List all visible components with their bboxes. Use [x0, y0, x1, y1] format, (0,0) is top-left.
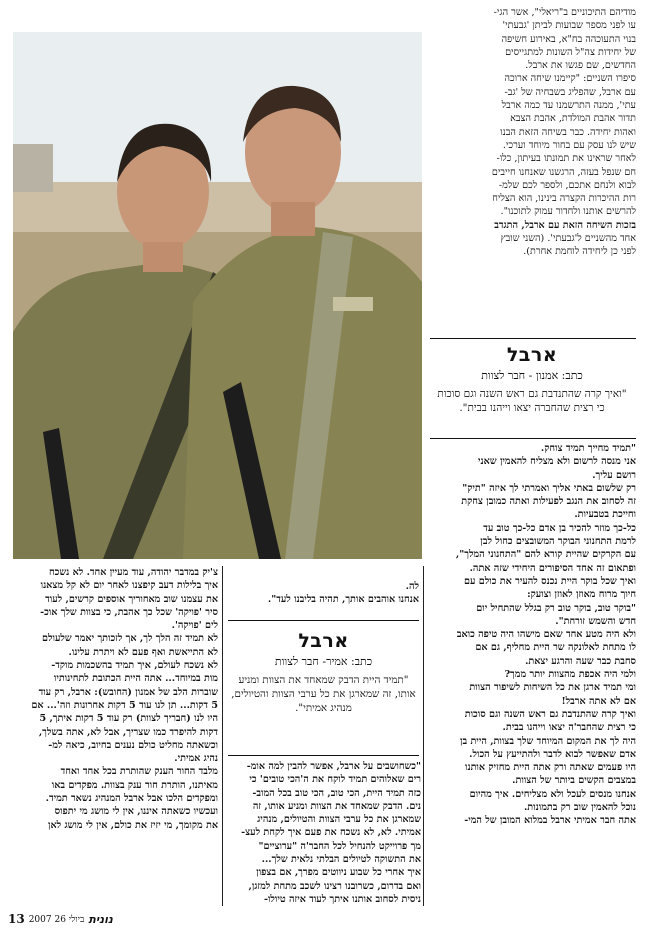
text-line: במצבים הקשים ביותר של הצוות. — [512, 775, 636, 787]
text-line: חדש והשמש זורחת". — [555, 615, 636, 627]
text-line: עתי', ממנה התרשמנו עד כמה ארבל — [501, 100, 636, 112]
text-line: שיש לנו עסק עם בחור מיוחד וערכי. — [502, 139, 636, 151]
text-line: ואיך קרה שהתנדבת גם ראש השנה וגם סוכות — [464, 708, 636, 720]
text-line: רים שאלוהים תמיד לוקח את ה'הכי טובים' כי — [249, 774, 421, 786]
text-line: זה לסחוב את הנגב לפעילות ואתה כמובן צחקת — [461, 496, 636, 508]
text-line: לפני כן ליחידה לוחמת אחרת). — [523, 246, 636, 258]
text-line: לא תמיד זה הלך לך, אך לזכותך יאמר שלעולם — [42, 633, 218, 645]
text-line: ומפקדים הלכו אבל ארבל המנהיג נשאר תמיד. — [45, 793, 218, 805]
middle-column-bottom-text — [226, 760, 421, 910]
text-line: כי רצית שהחבר'ה יצאו וייהנו בבית. — [502, 722, 636, 734]
text-line: החדשים, שם פגשו את ארבל. — [525, 60, 636, 72]
text-line: חם שנפל בעזה, הרגשנו שאנחנו חייבים — [491, 166, 636, 178]
text-line: אני מנסה לרשום ולא מצליח להאמין שאני — [478, 456, 636, 468]
right-column-bottom-text — [428, 442, 636, 928]
text-line: את התשוקה לטיולים הבלתי נלאית שלך... — [261, 854, 421, 866]
text-line: ואהות יחידה. כבר בשיחה הזאת הבנו — [500, 126, 636, 138]
text-line: אם לא אתה ארבל! — [561, 695, 636, 707]
article-a-heading — [428, 344, 636, 415]
text-line: ניסית לסחוב אותנו איתך לעוד איזה טיולו- — [263, 893, 421, 905]
text-line: וכשאתה מחליט כולם נענים בחיוב, כיאה למ- — [48, 739, 218, 751]
article-b-title: ארבל — [298, 630, 349, 652]
issue-date: 2007 ביולי 26 — [28, 914, 85, 925]
article-a-title: ארבל — [506, 344, 558, 366]
text-line: נוכל להאמין שוב רק בתמונות. — [523, 802, 636, 814]
text-line: מאיתנו, הותרת חור ענק בצוות. מפקדים באו — [51, 779, 218, 791]
column-separator — [222, 566, 223, 906]
section-divider — [430, 438, 636, 439]
text-line: מלבד החור הענק שהותרת בכל אחד ואחד — [60, 766, 218, 778]
publication-logo: נונית — [88, 912, 113, 926]
text-line: תדור אהבת המולדת, אהבת הצבא — [510, 113, 636, 125]
text-line: להרשים אותנו ולחדור עמוק לתוכנו". — [500, 206, 636, 218]
text-line: לים 'פויקה'. — [171, 620, 218, 632]
text-line: ומי תמיד ארגן את כל השיחות לשיפור הצוות — [469, 682, 636, 694]
article-a-lead: "ואיך קרה שהתנדבת גם ראש השנה וגם סוכות כי רצית שהחברה יצאו וייהנו בבית". — [437, 388, 627, 414]
text-line: עם הקרקים שהיית קורא להם "התחנוני המלך", — [455, 549, 636, 561]
text-line: את מקומך, מי יזיז את כולם, אין לי מושג לאן — [48, 819, 218, 831]
text-line: של יחידות צה"ל השונות למתגייסים — [505, 46, 636, 58]
text-line: עם ארבל, שהפליג בשבחיה של 'גב- — [504, 86, 636, 98]
text-line: אנחנו אוהבים אותך, תהיה בליבנו לעד". — [267, 594, 419, 606]
article-b-byline: כתב: אמיר- חבר לצוות — [274, 655, 373, 668]
text-line: בזכות השיחה הזאת עם ארבל, התגדב — [494, 219, 636, 231]
text-line: אמיתי. לא, לא נשכח את פעם איך לקחת לעצ- — [241, 827, 421, 839]
text-line: נהיג אמיתי. — [174, 753, 218, 765]
text-line: סיפרו השניים: "קיימנו שיחה ארוכה — [504, 73, 636, 85]
text-line: היו לנו (חבריך לצוות) רק עוד 5 דקות איתך, 5 — [39, 713, 218, 725]
text-line: חיוך מרוח מאוזן לאוזן וצועק: — [527, 589, 636, 601]
text-line: סחבת כבר שעה והרגע יצאת. — [525, 655, 636, 667]
text-line: אחד מהשניים ל'גבעתי'. (השני שובץ — [500, 233, 636, 245]
article-b-heading — [226, 630, 421, 715]
photo-illustration — [13, 32, 422, 559]
text-line: רק שלשום באתי אליך ואמרתי לך איזה "תיק" — [462, 482, 636, 494]
text-line: כל-כך מוזר להכיר בן אדם כל-כך טוב עד — [483, 522, 636, 534]
page-footer — [8, 912, 113, 926]
text-line: צ'יק במדבר יהודה, עוד מעיין אחד. לא נשכח — [48, 567, 218, 578]
text-line: איך בלילות דעב קיפצנו לאחר יום לא קל מצאנו — [40, 580, 218, 592]
text-line: שוברות הלב של אמנון (החובש): ארבל, רק עוד — [38, 686, 218, 698]
text-line: רושם עליך. — [592, 469, 636, 481]
text-line: "בוקר טוב, בוקר טוב רק בגלל שהתחיל יום — [476, 602, 636, 614]
text-line: איך אחרי כל שבוע ניווטים מפרך, אם בצפון — [256, 867, 421, 879]
article-b-lead: "תמיד היית הדבק שמאחד את הצוות ומניע אותו, זה שמארגן את כל ערבי הצוות והטיולים, מנהיג אמיתי". — [231, 674, 416, 714]
text-line: אתה חבר אמיתי ארבל במלוא המובן של המי- — [464, 815, 636, 827]
text-line: אנחנו מנסים לעכל ולא מצליחים. איך מהיום — [469, 788, 636, 800]
text-line: היה לך את המקום המיוחד שלך בצוות, היית בן — [460, 735, 636, 747]
article-a-byline: כתב: אמנון - חבר לצוות — [481, 369, 583, 382]
text-line: ואם בדרום, כשרובנו רצינו לשכב מתחת למזגן, — [248, 880, 421, 892]
text-line: לו מתחת לאלונקה שר היית מחליף, גם אם — [475, 642, 636, 654]
text-line: רות ההיכרות הקצרה בינינו, הוא הצליח — [492, 193, 636, 205]
text-line: אדם שאפשר לבוא לדבר ולהתייעץ על הכול. — [469, 748, 636, 760]
text-line: לא נשכח לעולם, איך תמיד בהשכמות מוקד- — [51, 660, 218, 672]
text-line: ולא היה מטע אחד שאם מישהו היה טיפה כואב — [456, 629, 636, 641]
text-line: וחייכת בטבעיות. — [574, 509, 636, 521]
text-line: נים. הדבק שמאחד את הצוות ומניע אותו, זה — [252, 800, 421, 812]
text-line: לא התייאשת ואף פעם לא ויתרת עלינו. — [68, 646, 218, 658]
left-column-text — [12, 566, 218, 910]
page-number: 13 — [8, 912, 25, 926]
text-line: ועכשיו כשאתה איננו, אין לי מושג מי יתפוס — [54, 806, 218, 818]
text-line: לה. — [405, 581, 419, 592]
text-line: בנוי התעוכהה בח"א, באירוע חשיפה — [501, 33, 636, 45]
text-line: עו לפני מספר שבועות לביתן 'גבעתי' — [502, 20, 636, 32]
text-line: כזה תמיד היית, הכי טוב, הכי טוב בכל המוב- — [252, 787, 421, 799]
text-line: "תמיד מחייך תמיד צוחק. — [540, 443, 636, 454]
section-divider — [228, 620, 419, 621]
text-line: מות במיוחד... אתה היית הכתובת לתחינותיו — [53, 673, 218, 685]
text-line: ופתאום זה אחד הסיפורים היחידי שזה אתה. — [469, 562, 636, 574]
right-column-top-text — [428, 6, 636, 332]
text-line: שמארגן את כל ערבי הצוות והטיולים, מנהיג — [257, 814, 421, 826]
section-divider — [430, 338, 636, 339]
text-line: סיר 'פויקה' שכל כך אהבת, כי בצוות שלך אוכ- — [40, 606, 218, 618]
soldiers-photo — [13, 32, 422, 559]
text-line: מודיהם התיכוניים ב"ריאלי", אשר הגי- — [493, 7, 636, 18]
text-line: ואיך שכל בוקר היית נכנס להעיר את כולם עם — [464, 575, 636, 587]
text-line: ולמי היה אכפת מהצוות יותר ממך? — [504, 669, 636, 681]
text-line: לבוא ולנחם אתכם, ולספר לכם שלמ- — [498, 179, 636, 191]
middle-column-top-text — [226, 580, 419, 610]
text-line: 5 דקות... תן לנו עוד 5 דקות אחרונות וזה'... אם — [31, 699, 218, 711]
text-line: לאחר שראינו את תמונתו בעיתון, כלו- — [496, 153, 636, 165]
text-line: מך פרוייקט להנחיל לכל החבר'ה "ערוציים" — [258, 840, 421, 852]
column-separator — [423, 566, 424, 906]
text-line: היו פעמים שאתה ורק אתה היית מחזיק אותנו — [465, 762, 636, 774]
text-line: "כשחושבים על ארבל, אפשר להבין למה אומ- — [246, 761, 421, 772]
text-line: דקות להיפרד כמו שצריך, אבל לא, אתה בשלך, — [38, 726, 218, 738]
section-divider — [228, 755, 419, 756]
text-line: את עצמנו שוב מאחוריך אוספים קרשים, לעוד — [45, 593, 218, 605]
text-line: לרמת התחנוני הבוקר המשובצים כחול לבן — [480, 536, 636, 548]
